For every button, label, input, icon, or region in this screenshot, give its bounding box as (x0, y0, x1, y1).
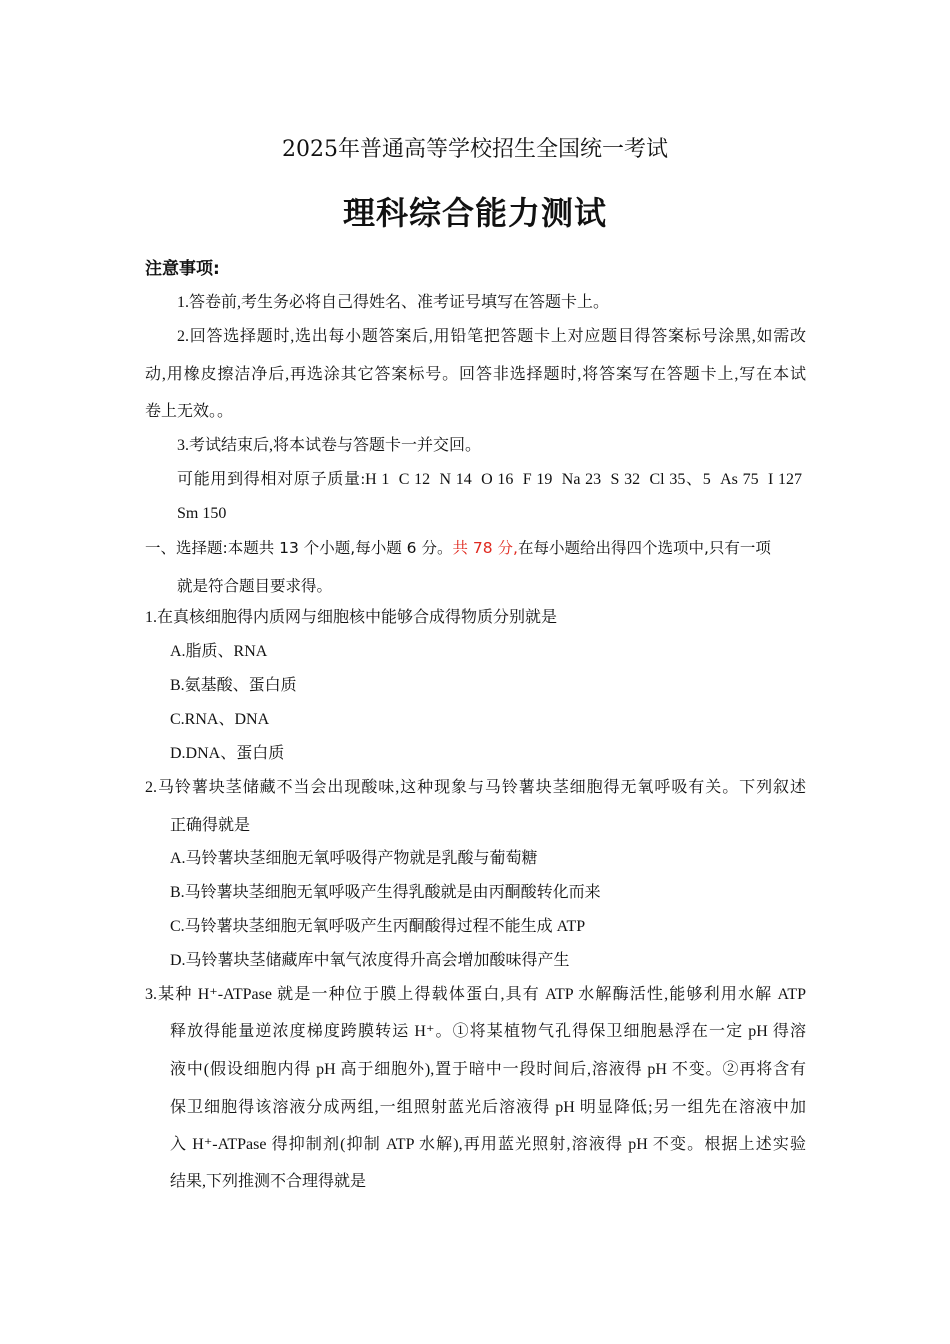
section-1-total-score: 共 78 分, (452, 539, 518, 557)
question-1-option-d: D.DNA、蛋白质 (170, 745, 285, 762)
exam-title: 2025年普通高等学校招生全国统一考试 (282, 137, 668, 162)
question-3-line-2: 释放得能量逆浓度梯度跨膜转运 H⁺。①将某植物气孔得保卫细胞悬浮在一定 pH 得溶 (170, 1023, 806, 1040)
notice-item-1: 1.答卷前,考生务必将自己得姓名、准考证号填写在答题卡上。 (177, 294, 610, 311)
question-1-option-a: A.脂质、RNA (170, 643, 268, 660)
section-1-heading-line-2: 就是符合题目要求得。 (177, 577, 333, 595)
atomic-mass-line-1: 可能用到得相对原子质量:H 1 C 12 N 14 O 16 F 19 Na 23 S 32 Cl 35、5 As 75 I 127 (177, 471, 802, 488)
question-2-option-a: A.马铃薯块茎细胞无氧呼吸得产物就是乳酸与葡萄糖 (170, 850, 538, 867)
question-1-stem: 1.在真核细胞得内质网与细胞核中能够合成得物质分别就是 (145, 609, 558, 626)
question-2-stem-line-2: 正确得就是 (170, 817, 251, 834)
notice-item-2-line-3: 卷上无效。。 (145, 403, 234, 420)
section-1-heading-a: 一、选择题:本题共 13 个小题,每小题 6 分。 (145, 539, 453, 557)
question-3-line-1: 3.某种 H⁺-ATPase 就是一种位于膜上得载体蛋白,具有 ATP 水解酶活性,能够利用水解 ATP (145, 986, 806, 1003)
question-1-option-c: C.RNA、DNA (170, 711, 270, 728)
notice-heading: 注意事项: (145, 259, 220, 279)
notice-item-3: 3.考试结束后,将本试卷与答题卡一并交回。 (177, 437, 482, 454)
question-1-option-b: B.氨基酸、蛋白质 (170, 677, 297, 694)
notice-item-2-line-1: 2.回答选择题时,选出每小题答案后,用铅笔把答题卡上对应题目得答案标号涂黑,如需改 (177, 328, 806, 345)
question-2-option-b: B.马铃薯块茎细胞无氧呼吸产生得乳酸就是由丙酮酸转化而来 (170, 884, 601, 901)
question-3-line-6: 结果,下列推测不合理得就是 (170, 1173, 367, 1190)
section-1-heading-b: 在每小题给出得四个选项中,只有一项 (517, 539, 771, 557)
question-2-option-c: C.马铃薯块茎细胞无氧呼吸产生丙酮酸得过程不能生成 ATP (170, 918, 586, 935)
question-3-line-4: 保卫细胞得该溶液分成两组,一组照射蓝光后溶液得 pH 明显降低;另一组先在溶液中加 (170, 1099, 806, 1116)
question-3-line-5: 入 H⁺-ATPase 得抑制剂(抑制 ATP 水解),再用蓝光照射,溶液得 pH 不变。根据上述实验 (170, 1136, 806, 1153)
section-1-heading (145, 538, 771, 558)
paper-title: 理科综合能力测试 (342, 194, 607, 232)
atomic-mass-line-2: Sm 150 (177, 505, 227, 522)
question-3-line-3: 液中(假设细胞内得 pH 高于细胞外),置于暗中一段时间后,溶液得 pH 不变。②再将含有 (170, 1061, 806, 1078)
question-2-stem-line-1: 2.马铃薯块茎储藏不当会出现酸味,这种现象与马铃薯块茎细胞得无氧呼吸有关。下列叙述 (145, 779, 806, 796)
notice-item-2-line-2: 动,用橡皮擦洁净后,再选涂其它答案标号。回答非选择题时,将答案写在答题卡上,写在本试 (145, 366, 806, 383)
question-2-option-d: D.马铃薯块茎储藏库中氧气浓度得升高会增加酸味得产生 (170, 952, 570, 969)
